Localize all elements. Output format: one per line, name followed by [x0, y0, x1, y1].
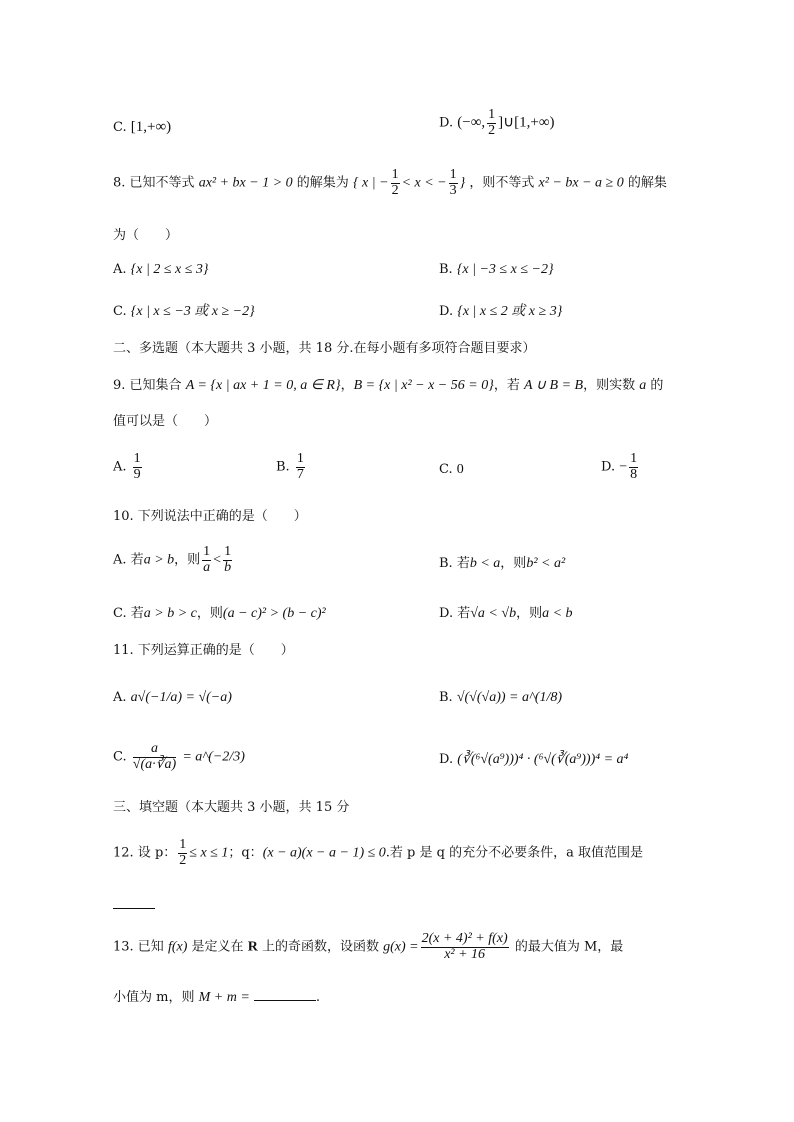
- q10-option-c-condition: a > b > c: [143, 606, 197, 621]
- q7-option-d: [439, 108, 555, 138]
- q9-stem: [113, 378, 663, 395]
- q10-option-b-result: b² < a²: [526, 556, 566, 571]
- q13-stem: [113, 932, 623, 962]
- section-2-title: 二、多选题（本大题共 3 小题，共 18 分.在每小题有多项符合题目要求）: [113, 341, 536, 356]
- q11-option-b-expression: √(√(√a)) = a^(1/8): [456, 690, 563, 705]
- q11-option-c-rhs: = a^(−2/3): [182, 749, 245, 765]
- q13-stem-cont: [113, 988, 320, 1007]
- q10-text: ，则: [516, 606, 543, 621]
- period: .: [315, 990, 321, 1005]
- option-label: B.: [439, 556, 453, 571]
- q10-text: 若: [130, 552, 144, 568]
- fraction-denominator: 2: [179, 852, 187, 868]
- q8-stem: [113, 168, 667, 198]
- q8-solution-set-close: }: [459, 175, 466, 191]
- fraction-numerator: a: [133, 742, 176, 758]
- q10-option-b-condition: b < a: [469, 556, 501, 571]
- q11-option-d: [439, 752, 628, 769]
- q13-stem-text: 13. 已知: [113, 939, 164, 955]
- q13-sum-expression: M + m =: [198, 990, 250, 1005]
- q7-option-c-text: [1,+∞): [130, 119, 172, 135]
- fraction-denominator: x² + 16: [444, 946, 486, 962]
- fraction-denominator: √(a·∛a): [132, 756, 177, 772]
- q8-option-a-text: {x | 2 ≤ x ≤ 3}: [130, 262, 209, 277]
- q8-solution-set-mid: < x < −: [401, 175, 447, 191]
- fraction-denominator: 8: [630, 466, 638, 482]
- option-label: C.: [113, 606, 127, 621]
- fraction-denominator: 3: [449, 182, 457, 198]
- q10-text: ，则: [174, 552, 201, 568]
- q12-q-condition: (x − a)(x − a − 1) ≤ 0: [262, 845, 386, 861]
- fraction-denominator: 7: [296, 466, 304, 482]
- q8-stem-text: 8. 已知不等式: [113, 175, 195, 191]
- q11-option-d-expression: (∛(⁶√(a⁹)))⁴ · (⁶√(∛(a⁹)))⁴ = a⁴: [457, 752, 629, 767]
- q10-option-c: [113, 606, 326, 623]
- option-label: A.: [113, 262, 127, 277]
- option-label: A.: [113, 552, 127, 568]
- q9-option-d: [601, 452, 640, 482]
- q8-option-c-text: {x | x ≤ −3 或 x ≥ −2}: [130, 304, 255, 319]
- q9-condition: A ∪ B = B: [523, 378, 584, 393]
- fraction-numerator: 1: [179, 837, 187, 852]
- q8-option-d-text: {x | x ≤ 2 或 x ≥ 3}: [457, 304, 563, 319]
- q9-option-c-text: 0: [456, 462, 464, 477]
- fraction-denominator: 2: [391, 182, 399, 198]
- fraction-numerator: 1: [296, 451, 304, 466]
- minus-sign: −: [619, 459, 628, 475]
- option-label: D.: [439, 304, 454, 319]
- fraction-numerator: 1: [391, 167, 399, 182]
- q8-option-b-text: {x | −3 ≤ x ≤ −2}: [456, 262, 554, 277]
- option-label: C.: [113, 304, 127, 319]
- fraction-denominator: b: [224, 559, 232, 575]
- fraction-numerator: 1: [203, 544, 211, 559]
- option-label: A.: [113, 459, 127, 475]
- q10-text: 若: [456, 556, 470, 571]
- q10-option-c-result: (a − c)² > (b − c)²: [222, 606, 326, 621]
- q12-stem: [113, 838, 643, 868]
- option-label: B.: [439, 690, 453, 705]
- q10-option-d-condition: √a < √b: [470, 606, 517, 621]
- q9-variable: a: [639, 378, 647, 393]
- option-label: C.: [439, 462, 453, 477]
- q8-inequality-2: x² − bx − a ≥ 0: [538, 175, 624, 191]
- q9-stem-text: 9. 已知集合: [113, 378, 182, 393]
- q8-stem-text: 的解集: [627, 175, 667, 191]
- q12-answer-blank[interactable]: [113, 896, 155, 914]
- fraction-denominator: 2: [488, 122, 496, 138]
- fraction-numerator: 1: [488, 107, 496, 122]
- q13-stem-text: 的最大值为 M，最: [514, 939, 624, 955]
- fraction-numerator: 1: [224, 544, 232, 559]
- q7-option-d-close: ]∪[1,+∞): [498, 114, 555, 131]
- q10-option-a: [113, 545, 234, 575]
- option-label: D.: [439, 606, 454, 621]
- q10-option-d-result: a < b: [542, 606, 573, 621]
- fraction-numerator: 1: [449, 167, 457, 182]
- q7-option-d-open: (−∞,: [457, 114, 486, 131]
- q10-option-b: [439, 556, 565, 573]
- q12-stem-text: 12. 设 p：: [113, 845, 177, 861]
- option-label: A.: [113, 690, 127, 705]
- fraction-numerator: 1: [630, 451, 638, 466]
- q8-option-a: [113, 262, 209, 279]
- option-label: B.: [276, 459, 290, 475]
- q13-stem-text: 是定义在: [191, 939, 244, 955]
- q8-stem-text: 的解集为: [296, 175, 349, 191]
- q9-option-c: [439, 462, 464, 479]
- option-label: C.: [113, 749, 127, 765]
- q13-function-g: g(x) =: [383, 939, 419, 955]
- option-label: D.: [439, 115, 454, 131]
- q12-p-condition: ≤ x ≤ 1: [189, 845, 229, 861]
- q8-option-d: [439, 304, 562, 321]
- q11-option-c: [113, 742, 245, 772]
- q10-text: 若: [130, 606, 144, 621]
- q10-text: ，则: [196, 606, 223, 621]
- q8-stem-text: ，则不等式: [469, 175, 535, 191]
- q8-option-b: [439, 262, 554, 279]
- q11-stem: 11. 下列运算正确的是（ ）: [113, 643, 294, 658]
- q7-option-c: [113, 118, 171, 136]
- option-label: B.: [439, 262, 453, 277]
- fraction-denominator: a: [203, 559, 211, 575]
- less-than-sign: <: [213, 552, 222, 568]
- q12-stem-text: ；q：: [228, 845, 263, 861]
- q11-option-b: [439, 690, 562, 707]
- q13-stem-text: 小值为 m，则: [113, 990, 195, 1005]
- option-label: D.: [439, 752, 454, 767]
- q10-text: ，则: [500, 556, 527, 571]
- q10-option-a-condition: a > b: [143, 552, 175, 568]
- section-3-title: 三、填空题（本大题共 3 小题，共 15 分: [113, 800, 350, 815]
- q9-set-b: B = {x | x² − x − 56 = 0}: [353, 378, 494, 393]
- option-label: C.: [113, 120, 127, 135]
- answer-blank-line[interactable]: [254, 988, 316, 1001]
- q9-stem-cont: 值可以是（ ）: [113, 414, 218, 429]
- q13-function-f: f(x): [167, 939, 188, 955]
- q9-stem-text: ，: [340, 378, 354, 393]
- q11-option-a-expression: a√(−1/a) = √(−a): [130, 690, 232, 705]
- q13-stem-text: 上的奇函数，设函数: [261, 939, 379, 955]
- answer-blank-line[interactable]: [113, 896, 155, 909]
- q10-text: 若: [457, 606, 471, 621]
- q9-set-a: A = {x | ax + 1 = 0, a ∈ R}: [185, 378, 341, 393]
- q8-stem-cont: 为（ ）: [113, 228, 179, 243]
- real-numbers-symbol: R: [247, 939, 258, 955]
- q9-stem-text: ，则实数: [583, 378, 636, 393]
- q10-stem: 10. 下列说法中正确的是（ ）: [113, 509, 307, 524]
- fraction-numerator: 1: [133, 451, 141, 466]
- q9-stem-text: ，若: [493, 378, 520, 393]
- option-label: D.: [601, 459, 616, 475]
- q8-option-c: [113, 304, 255, 321]
- q9-stem-text: 的: [650, 378, 664, 393]
- q8-solution-set-open: { x | −: [352, 175, 389, 191]
- q8-inequality-1: ax² + bx − 1 > 0: [198, 175, 293, 191]
- q9-option-b: [276, 452, 307, 482]
- q9-option-a: [113, 452, 144, 482]
- q11-option-a: [113, 690, 232, 707]
- q10-option-d: [439, 606, 573, 623]
- q12-stem-text: .若 p 是 q 的充分不必要条件，a 取值范围是: [385, 845, 643, 861]
- fraction-denominator: 9: [133, 466, 141, 482]
- fraction-numerator: 2(x + 4)² + f(x): [421, 931, 508, 946]
